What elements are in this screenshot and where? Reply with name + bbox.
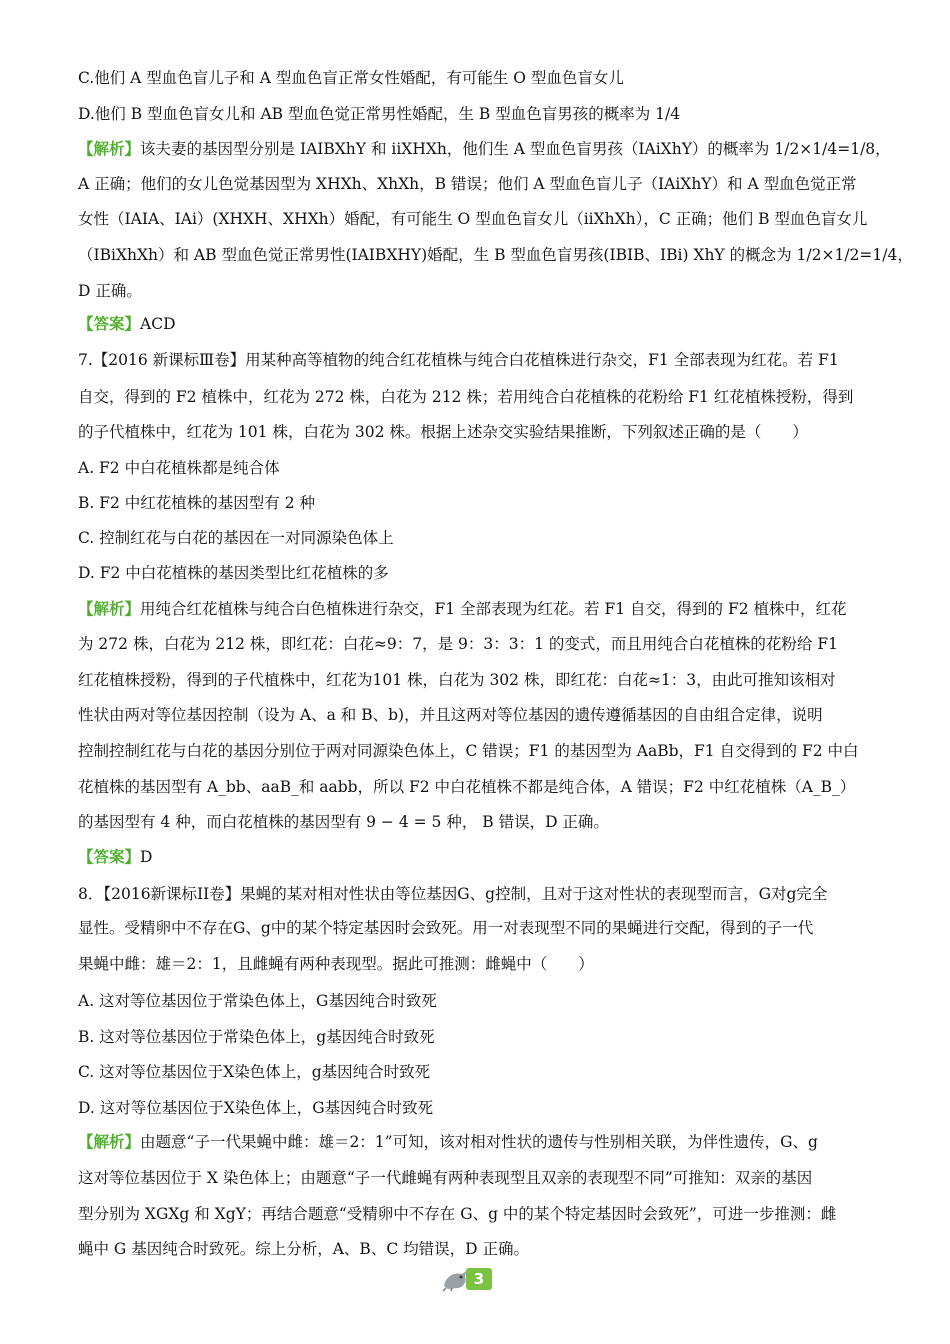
q8-analysis-line-3: 型分别为 XGXg 和 XgY；再结合题意“受精卵中不存在 G、g 中的某个特定基因时会致死”，可进一步推测：雌 (78, 1205, 837, 1223)
q6-answer: 【答案】ACD (78, 314, 176, 333)
q7-option-c: C. 控制红花与白花的基因在一对同源染色体上 (78, 529, 394, 547)
q7-analysis-line-6: 花植株的基因型有 A_bb、aaB_和 aabb，所以 F2 中白花植株不都是纯合体，A 错误；F2 中红花植株（A_B_） (78, 778, 856, 796)
q8-stem-line-2: 显性。受精卵中不存在G、g中的某个特定基因时会致死。用一对表现型不同的果蝇进行交配，得到的子一代 (78, 919, 814, 937)
q6-analysis-line-3: 女性（IAIA、IAi）(XHXH、XHXh）婚配，有可能生 O 型血色盲女儿（iiXhXh），C 正确；他们 B 型血色盲女儿 (78, 210, 868, 228)
q7-option-a: A. F2 中白花植株都是纯合体 (78, 459, 280, 477)
q8-stem-line-1: 8．【2016新课标II卷】果蝇的某对相对性状由等位基因G、g控制，且对于这对性状的表现型而言，G对g完全 (78, 885, 828, 903)
q7-stem-line-2: 自交，得到的 F2 植株中，红花为 272 株，白花为 212 株；若用纯合白花植株的花粉给 F1 红花植株授粉，得到 (78, 388, 854, 406)
q6-option-d: D.他们 B 型血色盲女儿和 AB 型血色觉正常男性婚配，生 B 型血色盲男孩的概率为 1/4 (78, 105, 681, 123)
q8-analysis-line-4: 蝇中 G 基因纯合时致死。综上分析，A、B、C 均错误，D 正确。 (78, 1240, 529, 1258)
q8-analysis-line-2: 这对等位基因位于 X 染色体上；由题意“子一代雌蝇有两种表现型且双亲的表现型不同”可推知：双亲的基因 (78, 1169, 813, 1187)
analysis-tag: 【解析】 (78, 599, 141, 618)
q8-option-c: C. 这对等位基因位于X染色体上，g基因纯合时致死 (78, 1063, 431, 1081)
q7-analysis-line-5: 控制控制红花与白花的基因分别位于两对同源染色体上，C 错误；F1 的基因型为 AaBb，F1 自交得到的 F2 中白 (78, 742, 859, 760)
q7-analysis-line-4: 性状由两对等位基因控制（设为 A、a 和 B、b)，并且这两对等位基因的遗传遵循基因的自由组合定律，说明 (78, 706, 823, 724)
q8-option-b: B. 这对等位基因位于常染色体上，g基因纯合时致死 (78, 1028, 435, 1046)
q8-option-a: A. 这对等位基因位于常染色体上，G基因纯合时致死 (78, 992, 437, 1010)
q8-stem-line-3: 果蝇中雌：雄＝2：1，且雌蝇有两种表现型。据此可推测：雌蝇中（ ） (78, 955, 594, 973)
q6-analysis-line-2: A 正确；他们的女儿色觉基因型为 XHXh、XhXh，B 错误；他们 A 型血色盲儿子（IAiXhY）和 A 型血色觉正常 (78, 175, 857, 193)
q7-analysis-line-2: 为 272 株，白花为 212 株，即红花：白花≈9：7，是 9：3：3：1 的变式，而且用纯合白花植株的花粉给 F1 (78, 635, 838, 653)
q8-option-d: D. 这对等位基因位于X染色体上，G基因纯合时致死 (78, 1099, 434, 1117)
q7-option-d: D. F2 中白花植株的基因类型比红花植株的多 (78, 564, 389, 582)
answer-tag: 【答案】 (78, 314, 141, 333)
q6-analysis-line-5: D 正确。 (78, 282, 142, 300)
q6-option-c: C.他们 A 型血色盲儿子和 A 型血色盲正常女性婚配，有可能生 O 型血色盲女儿 (78, 69, 624, 87)
q7-option-b: B. F2 中红花植株的基因型有 2 种 (78, 494, 316, 512)
q7-analysis-line-1: 【解析】用纯合红花植株与纯合白色植株进行杂交，F1 全部表现为红花。若 F1 自交，得到的 F2 植株中，红花 (78, 599, 847, 618)
analysis-tag: 【解析】 (78, 1132, 141, 1151)
page-number: 3 (466, 1268, 492, 1290)
q6-analysis-line-4: （IBiXhXh）和 AB 型血色觉正常男性(IAIBXHY)婚配，生 B 型血色盲男孩(IBIB、IBi) XhY 的概念为 1/2×1/2=1/4， (78, 246, 913, 264)
q7-analysis-line-7: 的基因型有 4 种，而白花植株的基因型有 9 − 4 = 5 种， B 错误，D 正确。 (78, 813, 609, 831)
page-footer (440, 1266, 500, 1292)
answer-tag: 【答案】 (78, 847, 141, 866)
q8-analysis-line-1: 【解析】由题意“子一代果蝇中雌：雄＝2：1”可知，该对相对性状的遗传与性别相关联，为伴性遗传，G、g (78, 1132, 818, 1151)
q7-analysis-line-3: 红花植株授粉，得到的子代植株中，红花为101 株，白花为 302 株，即红花：白花≈1：3，由此可推知该相对 (78, 671, 836, 689)
q7-answer: 【答案】D (78, 847, 153, 866)
q7-stem-line-1: 7.【2016 新课标Ⅲ卷】用某种高等植物的纯合红花植株与纯合白花植株进行杂交，F1 全部表现为红花。若 F1 (78, 351, 839, 369)
q6-analysis-line-1: 【解析】该夫妻的基因型分别是 IAIBXhY 和 iiXHXh，他们生 A 型血色盲男孩（IAiXhY）的概率为 1/2×1/4=1/8， (78, 139, 891, 158)
analysis-tag: 【解析】 (78, 139, 141, 158)
q7-stem-line-3: 的子代植株中，红花为 101 株，白花为 302 株。根据上述杂交实验结果推断，下列叙述正确的是（ ） (78, 423, 808, 441)
